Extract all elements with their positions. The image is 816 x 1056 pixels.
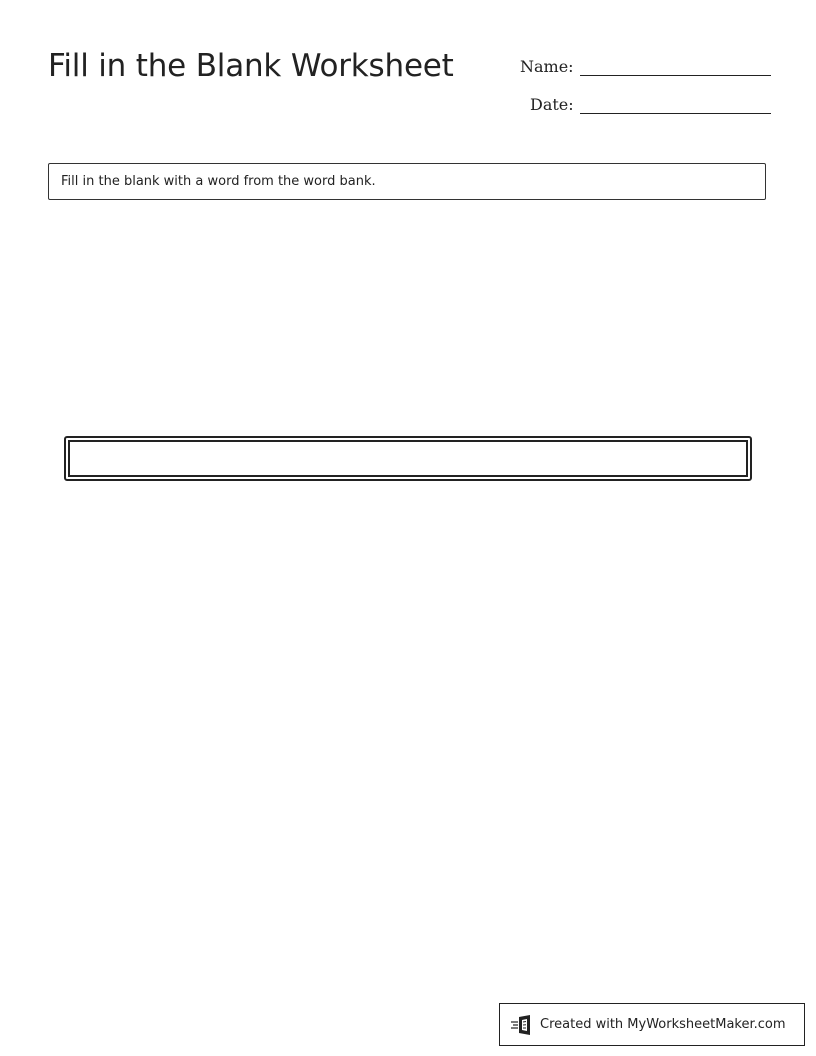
word-bank-inner-frame (68, 440, 748, 477)
date-blank-line[interactable] (580, 91, 771, 114)
name-field (520, 53, 771, 76)
name-label: Name: (520, 57, 574, 76)
worksheet-maker-logo-icon (510, 1013, 534, 1037)
footer-credit-text: Created with MyWorksheetMaker.com (540, 1017, 786, 1032)
instructions-box (48, 163, 766, 200)
worksheet-title: Fill in the Blank Worksheet (48, 48, 454, 84)
date-field (530, 91, 771, 114)
footer-credit-badge (499, 1003, 805, 1046)
instructions-text: Fill in the blank with a word from the word bank. (61, 174, 376, 189)
name-blank-line[interactable] (580, 53, 771, 76)
date-label: Date: (530, 95, 574, 114)
word-bank-box (64, 436, 752, 481)
